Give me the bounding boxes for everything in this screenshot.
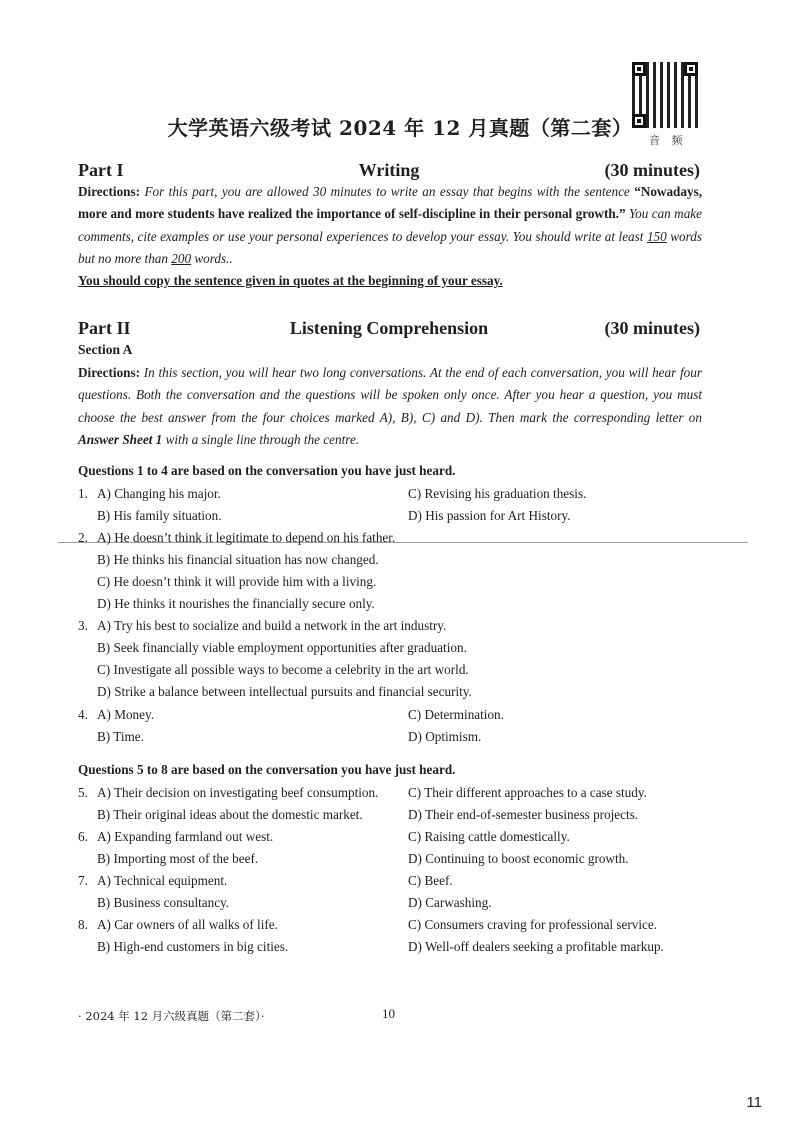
part2-time: (30 minutes)	[604, 318, 700, 338]
q1-option-a[interactable]: A) Changing his major.	[97, 486, 221, 501]
qr-finder-bottom-left	[632, 114, 646, 128]
q8-number: 8.	[78, 917, 88, 932]
part1-directions-text-b: You can make comments, cite examples or use your personal experiences to develop your essay. You should write at least	[78, 206, 702, 244]
part2-title: Listening Comprehension	[289, 318, 489, 338]
q1-option-c[interactable]: C) Revising his graduation thesis.	[408, 486, 587, 501]
q8-option-c[interactable]: C) Consumers craving for professional service.	[408, 917, 658, 932]
q5-option-d[interactable]: D) Their end-of-semester business projects.	[408, 807, 639, 822]
part1-copy-note-row	[78, 270, 702, 292]
q7-option-a[interactable]: A) Technical equipment.	[97, 873, 228, 888]
q1-number: 1.	[78, 486, 88, 501]
answer-sheet-ref: Answer Sheet 1	[78, 432, 163, 448]
q7-option-d[interactable]: D) Carwashing.	[408, 895, 492, 910]
document-page-number: 11	[746, 1094, 762, 1111]
q4-option-a[interactable]: A) Money.	[97, 707, 155, 722]
q3-number: 3.	[78, 618, 88, 633]
part2-directions-label: Directions:	[78, 365, 141, 380]
q5-option-a[interactable]: A) Their decision on investigating beef consumption.	[97, 785, 379, 800]
footer-exam-label: · 2024 年 12 月六级真题（第二套）·	[78, 1009, 265, 1023]
part1-directions-label: Directions:	[78, 184, 141, 199]
part1-directions	[78, 181, 702, 271]
q5-number: 5.	[78, 785, 88, 800]
q3-option-c[interactable]: C) Investigate all possible ways to become a celebrity in the art world.	[97, 662, 469, 677]
part2-name: Part II	[78, 318, 131, 338]
part1-essay-prompt: “Nowadays, more and more students have realized the importance of self-discipline in their personal growth.”	[78, 184, 702, 222]
q6-option-c[interactable]: C) Raising cattle domestically.	[408, 829, 570, 844]
exam-title: 大学英语六级考试 2024 年 12 月真题（第二套）	[167, 116, 633, 140]
q2-option-b[interactable]: B) He thinks his financial situation has now changed.	[97, 552, 379, 567]
q2-option-a[interactable]: A) He doesn’t think it legitimate to depend on his father.	[97, 530, 396, 545]
q8-option-a[interactable]: A) Car owners of all walks of life.	[97, 917, 278, 932]
q1-option-b[interactable]: B) His family situation.	[97, 508, 222, 523]
q8-option-d[interactable]: D) Well-off dealers seeking a profitable markup.	[408, 939, 664, 954]
q2-number: 2.	[78, 530, 88, 545]
q4-option-b[interactable]: B) Time.	[97, 729, 144, 744]
part1-time: (30 minutes)	[604, 160, 700, 180]
q1-option-d[interactable]: D) His passion for Art History.	[408, 508, 571, 523]
q7-option-b[interactable]: B) Business consultancy.	[97, 895, 230, 910]
part1-directions-text-d: words..	[191, 251, 233, 267]
qr-audio-label: 音 频	[649, 134, 687, 147]
part1-directions-text-a: For this part, you are allowed 30 minutes to write an essay that begins with the sentence	[140, 184, 635, 199]
q5-option-c[interactable]: C) Their different approaches to a case study.	[408, 785, 647, 800]
part1-name: Part I	[78, 160, 124, 180]
min-word-count: 150	[646, 228, 667, 244]
part2-heading	[78, 318, 700, 342]
q3-option-a[interactable]: A) Try his best to socialize and build a network in the art industry.	[97, 618, 447, 633]
q8-option-b[interactable]: B) High-end customers in big cities.	[97, 939, 289, 954]
q7-option-c[interactable]: C) Beef.	[408, 873, 453, 888]
q4-option-d[interactable]: D) Optimism.	[408, 729, 482, 744]
q7-number: 7.	[78, 873, 88, 888]
part2-directions-text-a: In this section, you will hear two long conversations. At the end of each conversation, you will hear four questions. Both the conversation and the questions will be spoken only once. After you hear a question, you must choose the best answer from the four choices marked A), B), C) and D). Then mark the corresponding letter on	[78, 365, 702, 425]
q6-option-d[interactable]: D) Continuing to boost economic growth.	[408, 851, 629, 866]
group2-heading: Questions 5 to 8 are based on the conversation you have just heard.	[78, 762, 456, 777]
qr-code-icon[interactable]	[632, 62, 698, 128]
q2-option-d[interactable]: D) He thinks it nourishes the financially secure only.	[97, 596, 375, 611]
qr-finder-top-left	[632, 62, 646, 76]
q6-option-a[interactable]: A) Expanding farmland out west.	[97, 829, 274, 844]
q6-number: 6.	[78, 829, 88, 844]
group1-heading: Questions 1 to 4 are based on the conversation you have just heard.	[78, 463, 456, 478]
max-word-count: 200	[171, 251, 192, 267]
q2-option-c[interactable]: C) He doesn’t think it will provide him with a living.	[97, 574, 377, 589]
part2-directions-text-b: with a single line through the centre.	[162, 432, 360, 448]
section-a-label: Section A	[78, 342, 133, 357]
q4-option-c[interactable]: C) Determination.	[408, 707, 504, 722]
q3-option-d[interactable]: D) Strike a balance between intellectual pursuits and financial security.	[97, 684, 472, 699]
part2-directions	[78, 362, 702, 452]
q4-number: 4.	[78, 707, 88, 722]
part1-title: Writing	[358, 160, 420, 180]
part1-directions-text-c: words but no more than	[78, 228, 702, 267]
part1-copy-note: You should copy the sentence given in quotes at the beginning of your essay.	[78, 273, 503, 288]
q5-option-b[interactable]: B) Their original ideas about the domestic market.	[97, 807, 363, 822]
footer-page-number: 10	[382, 1006, 395, 1021]
q3-option-b[interactable]: B) Seek financially viable employment opportunities after graduation.	[97, 640, 467, 655]
qr-finder-top-right	[684, 62, 698, 76]
q6-option-b[interactable]: B) Importing most of the beef.	[97, 851, 259, 866]
